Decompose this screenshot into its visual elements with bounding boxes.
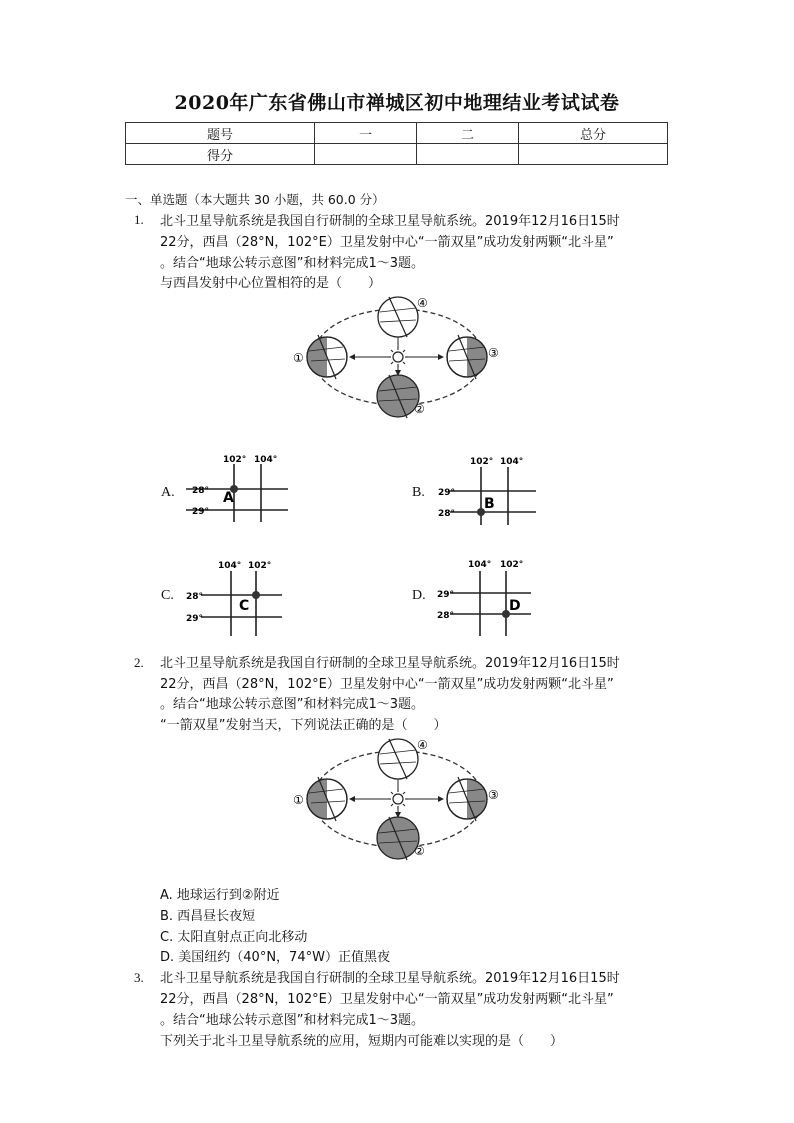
option-a-grid[interactable] xyxy=(186,450,296,522)
earth-revolution-diagram xyxy=(280,295,510,423)
lon-label: 102° xyxy=(470,457,494,467)
question-stem: “一箭双星”发射当天，下列说法正确的是（ ） xyxy=(160,718,447,733)
lon-label: 104° xyxy=(500,457,524,467)
score-table xyxy=(125,122,668,165)
intro-line: 22分，西昌（28°N，102°E）卫星发射中心“一箭双星”成功发射两颗“北斗星” xyxy=(160,677,614,692)
earth-position-3 xyxy=(447,777,487,821)
option-c-grid[interactable] xyxy=(186,557,296,637)
point-letter: B xyxy=(484,496,495,512)
option-b-label[interactable]: B. xyxy=(412,485,425,500)
score-cell[interactable] xyxy=(519,144,668,165)
orbit-label: ④ xyxy=(417,296,428,310)
intro-line: 。结合“地球公转示意图”和材料完成1～3题。 xyxy=(160,697,425,712)
lat-label: 29° xyxy=(186,614,204,624)
lon-label: 104° xyxy=(218,561,242,571)
question-stem: 下列关于北斗卫星导航系统的应用，短期内可能难以实现的是（ ） xyxy=(160,1034,564,1049)
score-row-label: 得分 xyxy=(126,144,315,165)
earth-position-3 xyxy=(447,335,487,379)
lat-label: 28° xyxy=(186,592,204,602)
lat-label: 29° xyxy=(437,590,455,600)
lon-label: 102° xyxy=(223,455,247,465)
orbit-label: ③ xyxy=(488,346,499,360)
exam-title: 2020年广东省佛山市禅城区初中地理结业考试试卷 xyxy=(174,92,620,114)
option-a-label[interactable]: A. xyxy=(161,485,175,500)
score-cell[interactable] xyxy=(417,144,519,165)
score-table-header-row xyxy=(126,123,668,144)
intro-line: 22分，西昌（28°N，102°E）卫星发射中心“一箭双星”成功发射两颗“北斗星” xyxy=(160,992,614,1007)
sun-icon xyxy=(388,789,408,809)
sun-icon xyxy=(388,347,408,367)
lon-label: 102° xyxy=(500,560,524,570)
question-number: 1. xyxy=(134,212,144,227)
section-heading: 一、单选题（本大题共 30 小题，共 60.0 分） xyxy=(125,192,385,207)
score-header-cell: 总分 xyxy=(519,123,668,144)
earth-position-2 xyxy=(377,817,419,860)
lat-label: 29° xyxy=(438,488,456,498)
lat-label: 28° xyxy=(192,486,210,496)
option-d-grid[interactable] xyxy=(436,557,546,637)
orbit-label: ① xyxy=(293,351,304,365)
orbit-label: ② xyxy=(414,844,425,858)
intro-line: 北斗卫星导航系统是我国自行研制的全球卫星导航系统。2019年12月16日15时 xyxy=(160,971,620,986)
score-table-score-row xyxy=(126,144,668,165)
intro-line: 北斗卫星导航系统是我国自行研制的全球卫星导航系统。2019年12月16日15时 xyxy=(160,214,620,229)
question-stem: 与西昌发射中心位置相符的是（ ） xyxy=(160,276,382,291)
lon-label: 104° xyxy=(254,455,278,465)
answer-option-b[interactable]: B. 西昌昼长夜短 xyxy=(160,909,256,924)
answer-option-d[interactable]: D. 美国纽约（40°N，74°W）正值黑夜 xyxy=(160,950,390,965)
lat-label: 28° xyxy=(438,509,456,519)
score-header-cell: 二 xyxy=(417,123,519,144)
point-letter: A xyxy=(223,490,234,506)
intro-line: 北斗卫星导航系统是我国自行研制的全球卫星导航系统。2019年12月16日15时 xyxy=(160,656,620,671)
option-c-label[interactable]: C. xyxy=(161,588,174,603)
lon-label: 104° xyxy=(468,560,492,570)
option-b-grid[interactable] xyxy=(436,453,546,525)
earth-position-4 xyxy=(378,297,418,337)
point-letter: D xyxy=(509,598,521,614)
earth-position-2 xyxy=(377,375,419,418)
earth-position-1 xyxy=(307,335,347,379)
intro-line: 。结合“地球公转示意图”和材料完成1～3题。 xyxy=(160,256,425,271)
orbit-label: ① xyxy=(293,793,304,807)
question-number: 2. xyxy=(134,655,144,670)
lat-label: 28° xyxy=(437,611,455,621)
score-header-cell: 题号 xyxy=(126,123,315,144)
earth-position-4 xyxy=(378,739,418,779)
lat-label: 29° xyxy=(192,507,210,517)
question-number: 3. xyxy=(134,970,144,985)
lon-label: 102° xyxy=(248,561,272,571)
earth-revolution-diagram xyxy=(280,737,510,865)
score-header-cell: 一 xyxy=(315,123,417,144)
intro-line: 22分，西昌（28°N，102°E）卫星发射中心“一箭双星”成功发射两颗“北斗星” xyxy=(160,235,614,250)
earth-position-1 xyxy=(307,777,347,821)
orbit-label: ② xyxy=(414,402,425,416)
answer-option-c[interactable]: C. 太阳直射点正向北移动 xyxy=(160,930,308,945)
orbit-label: ④ xyxy=(417,738,428,752)
orbit-label: ③ xyxy=(488,788,499,802)
point-letter: C xyxy=(239,598,250,614)
answer-option-a[interactable]: A. 地球运行到②附近 xyxy=(160,888,280,903)
intro-line: 。结合“地球公转示意图”和材料完成1～3题。 xyxy=(160,1013,425,1028)
score-cell[interactable] xyxy=(315,144,417,165)
option-d-label[interactable]: D. xyxy=(412,588,426,603)
